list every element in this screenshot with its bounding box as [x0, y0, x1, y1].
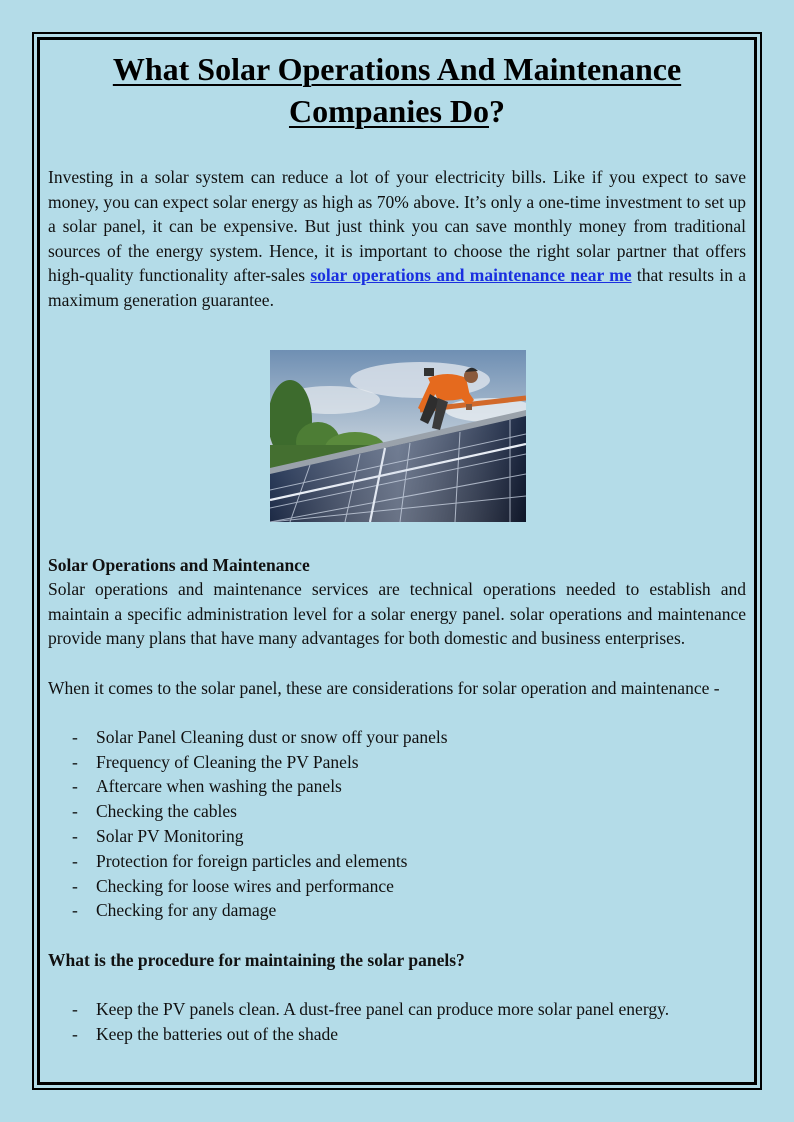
list-dash: -	[72, 825, 78, 846]
list-item	[48, 750, 746, 775]
solar-technician-photo	[270, 350, 526, 522]
intro-text-before: Investing in a solar system can reduce a lot of your electricity bills. Like if you expect to save money, you can expect solar energy as high as 70% above. It’s only a one-time investment to set up a solar panel, it can be expensive. But just think you can save monthly money from traditional sources of the energy system. Hence, it is important to choose the right solar partner that offers high-quality functionality after-sales	[48, 167, 746, 286]
list-item-text: Solar PV Monitoring	[96, 825, 244, 846]
list-item	[48, 725, 746, 750]
section-heading-om: Solar Operations and Maintenance	[48, 554, 310, 575]
list-item-text: Checking for any damage	[96, 900, 277, 921]
solar-om-link[interactable]: solar operations and maintenance near me	[310, 265, 632, 286]
list-item-text: Solar Panel Cleaning dust or snow off your panels	[96, 726, 448, 747]
list-dash: -	[72, 900, 78, 921]
list-item	[48, 874, 746, 899]
list-item	[48, 997, 746, 1022]
considerations-list	[48, 725, 746, 923]
considerations-intro-paragraph: When it comes to the solar panel, these are considerations for solar operation and maintenance -	[48, 677, 720, 698]
list-item-text: Keep the batteries out of the shade	[96, 1023, 338, 1044]
om-description-paragraph: Solar operations and maintenance services are technical operations needed to establish and maintain a specific administration level for a solar energy panel. solar operations and maintenance provide many plans that have many advantages for both domestic and business enterprises.	[48, 579, 746, 649]
list-item	[48, 824, 746, 849]
section-heading-procedure: What is the procedure for maintaining the solar panels?	[48, 949, 465, 970]
photo-container	[48, 350, 746, 522]
list-item	[48, 799, 746, 824]
list-item-text: Protection for foreign particles and elements	[96, 850, 408, 871]
document-body	[48, 48, 746, 1046]
list-item-text: Keep the PV panels clean. A dust-free panel can produce more solar panel energy.	[96, 998, 670, 1019]
list-dash: -	[72, 998, 78, 1019]
list-item	[48, 849, 746, 874]
list-item-text: Aftercare when washing the panels	[96, 776, 342, 797]
list-item-text: Checking for loose wires and performance	[96, 875, 394, 896]
intro-paragraph	[48, 165, 746, 313]
list-dash: -	[72, 751, 78, 772]
title-line-2: Companies Do	[288, 93, 489, 129]
list-item	[48, 774, 746, 799]
intro-text-after: that results in a maximum generation guarantee.	[48, 265, 747, 310]
list-dash: -	[72, 776, 78, 797]
list-dash: -	[72, 1023, 78, 1044]
list-item	[48, 1022, 746, 1047]
title-line-1: What Solar Operations And Maintenance	[112, 51, 682, 87]
page-title	[48, 48, 746, 132]
list-item-text: Frequency of Cleaning the PV Panels	[96, 751, 359, 772]
title-question-mark: ?	[489, 93, 505, 129]
list-dash: -	[72, 801, 78, 822]
list-dash: -	[72, 850, 78, 871]
list-dash: -	[72, 726, 78, 747]
procedure-list	[48, 997, 746, 1047]
list-dash: -	[72, 875, 78, 896]
list-item	[48, 898, 746, 923]
list-item-text: Checking the cables	[96, 801, 237, 822]
